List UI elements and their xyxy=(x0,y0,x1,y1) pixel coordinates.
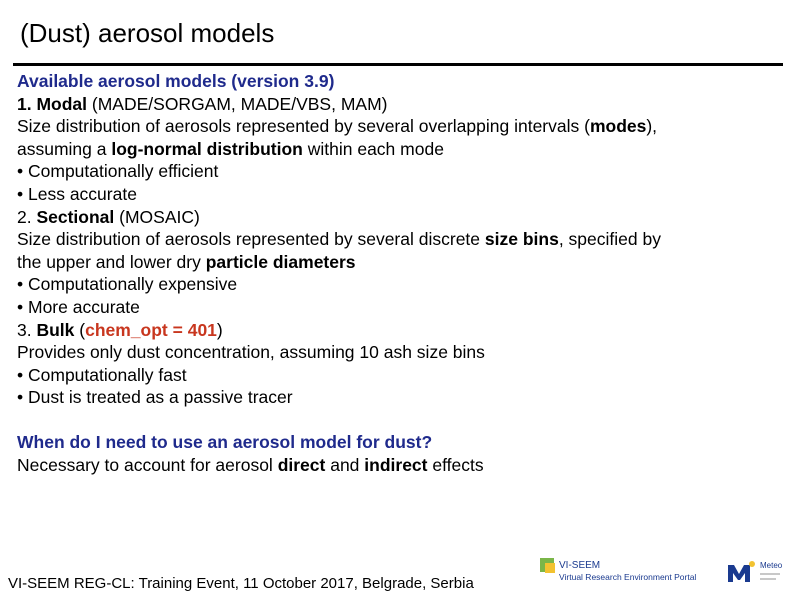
text-span: the upper and lower dry xyxy=(17,251,206,272)
modal-heading xyxy=(17,93,783,116)
bullet-item: • Less accurate xyxy=(17,183,783,206)
slide-content xyxy=(17,70,783,476)
sectional-description-1 xyxy=(17,228,783,251)
modal-number: 1. xyxy=(17,93,37,114)
bulk-heading xyxy=(17,319,783,342)
bulk-name: Bulk xyxy=(36,319,75,340)
vi-seem-logo-text: VI-SEEM xyxy=(559,560,601,571)
text-bold: direct xyxy=(277,454,326,475)
modal-description-2 xyxy=(17,138,783,161)
answer-text xyxy=(17,454,783,477)
text-span: ( xyxy=(74,319,86,340)
text-span: ) xyxy=(216,319,223,340)
text-span: assuming a xyxy=(17,138,112,159)
text-span: , specified by xyxy=(558,229,661,250)
footer-text: VI-SEEM REG-CL: Training Event, 11 October 2017, Belgrade, Serbia xyxy=(8,575,474,592)
text-bold: size bins xyxy=(484,229,559,250)
text-bold: indirect xyxy=(364,454,428,475)
modal-name: Modal xyxy=(36,93,88,114)
bullet-item: • Computationally efficient xyxy=(17,160,783,183)
text-bold: modes xyxy=(589,116,647,137)
text-span: within each mode xyxy=(302,138,444,159)
bullet-item: • Computationally expensive xyxy=(17,273,783,296)
text-span: ), xyxy=(646,116,658,137)
sectional-variants: (MOSAIC) xyxy=(114,206,200,227)
sectional-description-2 xyxy=(17,251,783,274)
meteo-logo-text: Meteo xyxy=(760,561,783,570)
sectional-number: 2. xyxy=(17,206,37,227)
sectional-heading xyxy=(17,206,783,229)
logo-line xyxy=(760,578,776,580)
spacer xyxy=(17,409,783,431)
sectional-name: Sectional xyxy=(36,206,115,227)
meteo-logo xyxy=(725,556,787,586)
slide-title: (Dust) aerosol models xyxy=(20,18,275,48)
text-span: effects xyxy=(427,454,484,475)
m-mark-icon xyxy=(728,565,750,582)
vi-seem-logo-tagline: Virtual Research Environment Portal xyxy=(559,572,697,582)
text-bold: log-normal distribution xyxy=(111,138,303,159)
text-bold: particle diameters xyxy=(205,251,356,272)
logo-square-icon xyxy=(545,563,555,573)
question-heading: When do I need to use an aerosol model for dust? xyxy=(17,431,433,452)
bulk-number: 3. xyxy=(17,319,37,340)
text-span: Necessary to account for aerosol xyxy=(17,454,278,475)
vi-seem-logo xyxy=(535,555,730,585)
sun-dot-icon xyxy=(749,561,755,567)
text-span: and xyxy=(325,454,365,475)
logo-line xyxy=(760,573,780,575)
chem-opt-value: chem_opt = 401 xyxy=(85,319,217,340)
text-span: Size distribution of aerosols represented by several overlapping intervals ( xyxy=(17,116,590,137)
bullet-item: • More accurate xyxy=(17,296,783,319)
title-divider xyxy=(13,63,783,66)
modal-description-1 xyxy=(17,115,783,138)
bullet-item: • Computationally fast xyxy=(17,364,783,387)
available-models-heading: Available aerosol models (version 3.9) xyxy=(17,71,335,91)
modal-variants: (MADE/SORGAM, MADE/VBS, MAM) xyxy=(87,93,388,114)
text-span: Size distribution of aerosols represented by several discrete xyxy=(17,229,485,250)
bullet-item: • Dust is treated as a passive tracer xyxy=(17,386,783,409)
bulk-description: Provides only dust concentration, assuming 10 ash size bins xyxy=(17,342,485,363)
